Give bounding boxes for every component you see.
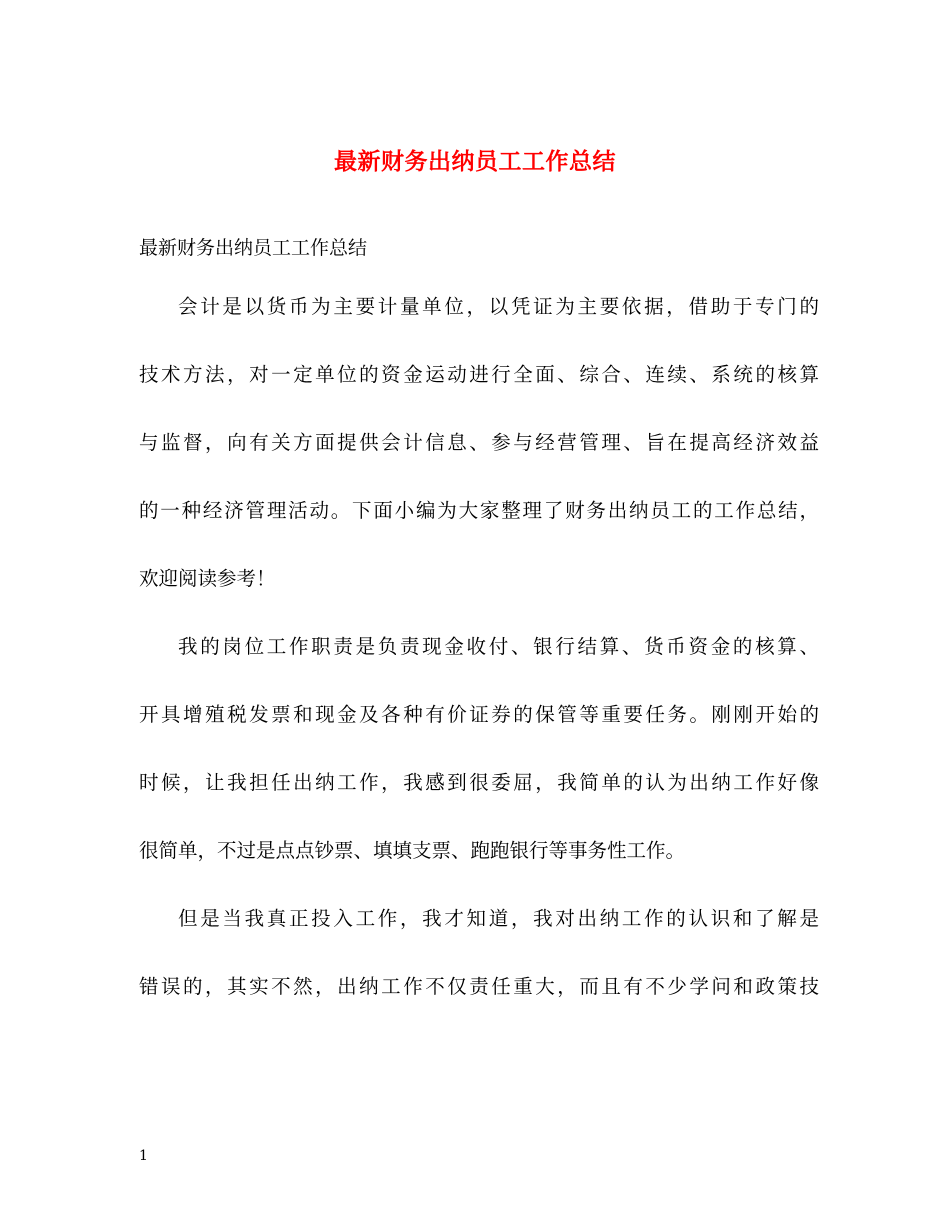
body-line: 很简单，不过是点点钞票、填填支票、跑跑银行等事务性工作。 [139,839,686,862]
body-line: 的一种经济管理活动。下面小编为大家整理了财务出纳员工的工作总结， [139,499,819,522]
body-line: 开具增殖税发票和现金及各种有价证券的保管等重要任务。刚刚开始的 [139,703,819,726]
body-line: 与监督，向有关方面提供会计信息、参与经营管理、旨在提高经济效益 [139,431,819,454]
body-line: 欢迎阅读参考！ [139,567,276,590]
document-body [139,290,819,1038]
body-line: 我的岗位工作职责是负责现金收付、银行结算、货币资金的核算、 [178,635,819,658]
body-line: 时候，让我担任出纳工作，我感到很委屈，我简单的认为出纳工作好像 [139,771,819,794]
document-subtitle: 最新财务出纳员工工作总结 [139,237,368,259]
page-number: 1 [139,1148,148,1164]
body-line: 但是当我真正投入工作，我才知道，我对出纳工作的认识和了解是 [178,907,819,930]
body-line: 错误的，其实不然，出纳工作不仅责任重大，而且有不少学问和政策技 [139,975,819,998]
document-title: 最新财务出纳员工工作总结 [334,148,616,175]
body-line: 技术方法，对一定单位的资金运动进行全面、综合、连续、系统的核算 [139,363,819,386]
body-line: 会计是以货币为主要计量单位，以凭证为主要依据，借助于专门的 [178,295,819,318]
